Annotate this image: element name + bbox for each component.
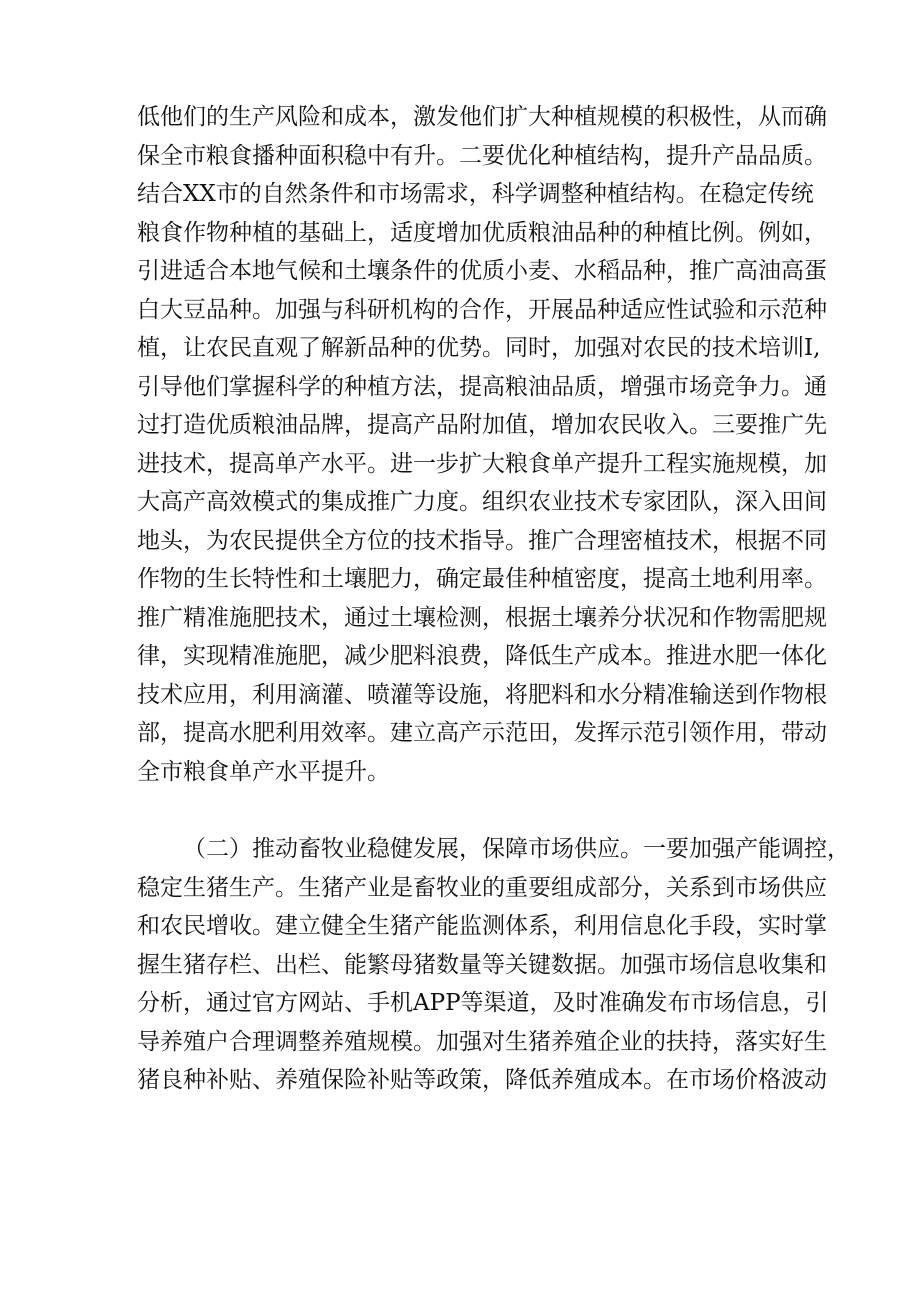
text-line: 结合XX市的自然条件和市场需求，科学调整种植结构。在稳定传统	[137, 181, 814, 207]
text-line: （二）推动畜牧业稳健发展，保障市场供应。一要加强产能调控，	[183, 836, 850, 862]
text-line: 部，提高水肥利用效率。建立高产示范田，发挥示范引领作用，带动	[137, 720, 827, 746]
text-line: 律，实现精准施肥，减少肥料浪费，降低生产成本。推进水肥一体化	[137, 643, 827, 669]
text-line: 植，让农民直观了解新品种的优势。同时，加强对农民的技术培训I,	[137, 335, 821, 361]
text-line: 导养殖户合理调整养殖规模。加强对生猪养殖企业的扶持，落实好生	[137, 1028, 827, 1055]
text-line: 引进适合本地气候和土壤条件的优质小麦、水稻品种，推广高油高蛋	[137, 258, 827, 284]
text-line: 进技术，提高单产水平。进一步扩大粮食单产提升工程实施规模，加	[137, 450, 827, 477]
text-line: 握生猪存栏、出栏、能繁母猪数量等关键数据。加强市场信息收集和	[137, 951, 827, 978]
text-line: 推广精准施肥技术，通过土壤检测，根据土壤养分状况和作物需肥规	[137, 604, 827, 631]
text-line: 作物的生长特性和土壤肥力，确定最佳种植密度，提高土地利用率。	[137, 566, 827, 592]
text-line: 大高产高效模式的集成推广力度。组织农业技术专家团队，深入田间	[137, 489, 827, 515]
text-line: 分析，通过官方网站、手机APP等渠道，及时准确发布市场信息，引	[137, 990, 829, 1016]
paragraph-2	[137, 830, 850, 1100]
text-line: 和农民增收。建立健全生猪产能监测体系，利用信息化手段，实时掌	[137, 913, 827, 939]
text-line: 保全市粮食播种面积稳中有升。二要优化种植结构，提升产品品质。	[137, 142, 827, 169]
text-line: 过打造优质粮油品牌，提高产品附加值，增加农民收入。三要推广先	[137, 412, 827, 438]
paragraph-1	[137, 98, 827, 791]
text-line: 技术应用，利用滴灌、喷灌等设施，将肥料和水分精准输送到作物根	[137, 681, 827, 708]
text-line: 地头，为农民提供全方位的技术指导。推广合理密植技术，根据不同	[137, 527, 827, 554]
text-line: 粮食作物种植的基础上，适度增加优质粮油品种的种植比例。例如，	[137, 219, 827, 246]
text-line: 猪良种补贴、养殖保险补贴等政策，降低养殖成本。在市场价格波动	[137, 1067, 827, 1093]
text-line: 引导他们掌握科学的种植方法，提高粮油品质，增强市场竞争力。通	[137, 373, 827, 400]
text-line: 白大豆品种。加强与科研机构的合作，开展品种适应性试验和示范种	[137, 296, 827, 323]
text-line: 低他们的生产风险和成本，激发他们扩大种植规模的积极性，从而确	[137, 104, 827, 130]
text-line: 全市粮食单产水平提升。	[137, 758, 390, 785]
text-line: 稳定生猪生产。生猪产业是畜牧业的重要组成部分，关系到市场供应	[137, 874, 827, 901]
